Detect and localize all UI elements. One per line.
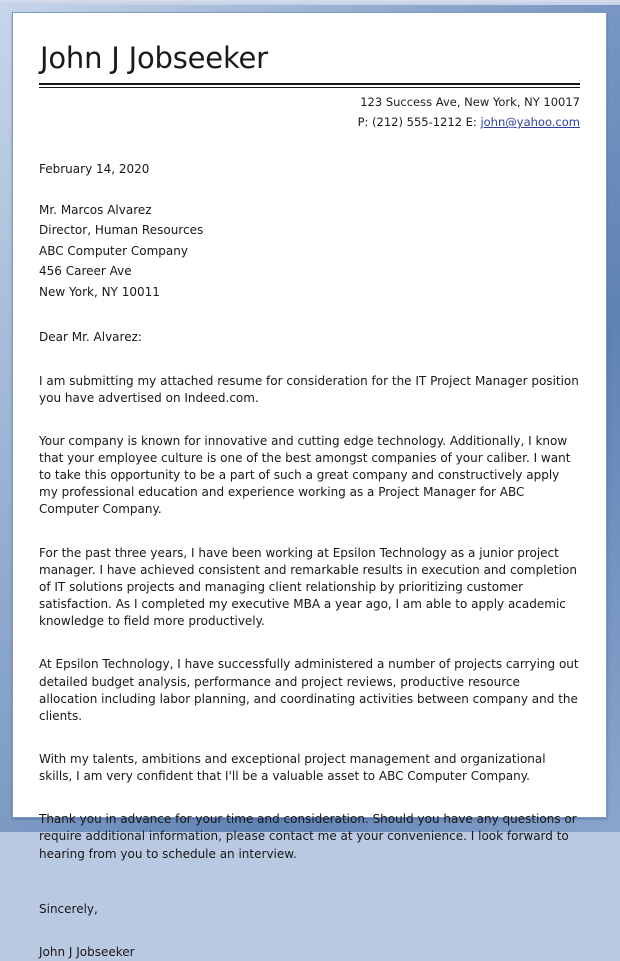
contact-block bbox=[39, 88, 580, 132]
letter-paragraph: At Epsilon Technology, I have successfully administered a number of projects carrying out detailed budget analysis, performance and project reviews, productive resource allocation including labor planning, and coordinating activities between company and the clients. bbox=[39, 657, 579, 723]
letter-paragraph: With my talents, ambitions and exceptional project management and organizational skills, I am very confident that I'll be a valuable asset to ABC Computer Company. bbox=[39, 752, 546, 784]
letterhead bbox=[39, 31, 580, 132]
recipient-line: Director, Human Resources bbox=[39, 223, 204, 238]
recipient-address-block bbox=[39, 178, 580, 303]
sender-phone-email bbox=[39, 112, 580, 132]
recipient-line: 456 Career Ave bbox=[39, 264, 132, 279]
letter-body bbox=[39, 132, 580, 961]
letter-paragraph: Thank you in advance for your time and consideration. Should you have any questions or require additional information, please contact me at your convenience. I look forward to hearing from you to schedule an interview. bbox=[39, 812, 577, 861]
letter-page bbox=[12, 12, 607, 959]
sender-phone-label: P: (212) 555-1212 E: bbox=[357, 115, 481, 130]
closing-salutation: Sincerely, bbox=[39, 901, 98, 916]
sender-address: 123 Success Ave, New York, NY 10017 bbox=[360, 95, 580, 110]
salutation: Dear Mr. Alvarez: bbox=[39, 330, 142, 345]
recipient-line: ABC Computer Company bbox=[39, 243, 188, 258]
sender-email-link[interactable]: john@yahoo.com bbox=[480, 115, 580, 130]
sender-name: John J Jobseeker bbox=[40, 41, 268, 75]
recipient-line: Mr. Marcos Alvarez bbox=[39, 202, 152, 217]
letter-paragraph: I am submitting my attached resume for consideration for the IT Project Manager position you have advertised on Indeed.com. bbox=[39, 373, 579, 405]
recipient-line: New York, NY 10011 bbox=[39, 284, 160, 299]
letter-paragraph: For the past three years, I have been working at Epsilon Technology as a junior project manager. I have achieved consistent and remarkable results in execution and completion of IT solutions projects and managing client relationship by prioritizing customer satisfaction. As I completed my executive MBA a year ago, I am able to apply academic knowledge to field more productively. bbox=[39, 545, 577, 629]
letter-paragraph: Your company is known for innovative and cutting edge technology. Additionally, I know that your employee culture is one of the best amongst companies of your caliber. I want to take this opportunity to be a part of such a great company and constructively apply my professional education and experience working as a Project Manager for ABC Computer Company. bbox=[39, 433, 571, 517]
letter-date: February 14, 2020 bbox=[39, 161, 150, 176]
signature-name: John J Jobseeker bbox=[39, 944, 135, 959]
